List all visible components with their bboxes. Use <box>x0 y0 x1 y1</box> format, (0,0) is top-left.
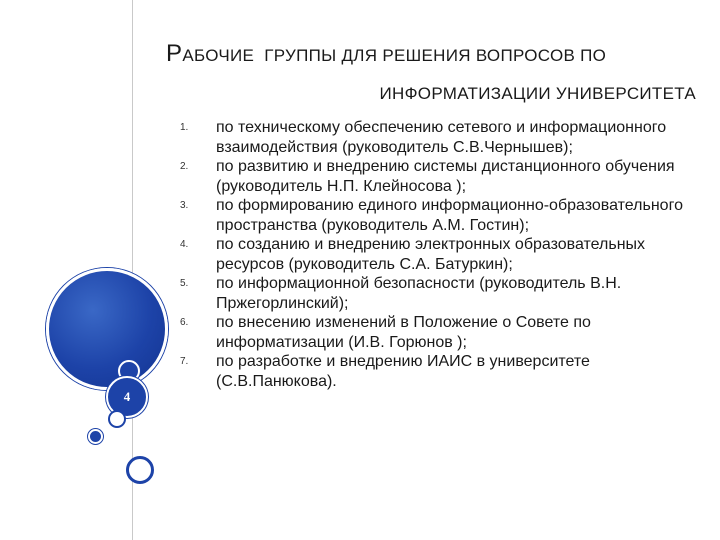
slide-number: 4 <box>123 389 131 404</box>
list-item-number: 4. <box>180 239 189 250</box>
list-item <box>170 235 690 274</box>
list-item-number: 1. <box>180 122 189 133</box>
tiny-blue-circle-decoration <box>88 429 103 444</box>
working-groups-list <box>170 118 690 391</box>
list-item <box>170 352 690 391</box>
list-item-number: 3. <box>180 200 189 211</box>
ring-circle-decoration <box>126 456 154 484</box>
list-item-number: 6. <box>180 317 189 328</box>
list-item-text: по формированию единого информационно-образовательного пространства (руководитель А.М. Гостин); <box>216 197 683 234</box>
list-item-number: 5. <box>180 278 189 289</box>
list-item <box>170 196 690 235</box>
hollow-circle-decoration <box>108 410 126 428</box>
list-item-text: по техническому обеспечению сетевого и информационного взаимодействия (руководитель С.В.Чернышев); <box>216 119 667 156</box>
title-line-1-text: АБОЧИЕ ГРУППЫ ДЛЯ РЕШЕНИЯ ВОПРОСОВ ПО <box>182 46 607 65</box>
list-item-text: по информационной безопасности (руководитель В.Н. Пржегорлинский); <box>216 275 622 312</box>
list-item-number: 7. <box>180 356 189 367</box>
list-item-number: 2. <box>180 161 189 172</box>
title-line-1 <box>166 40 702 70</box>
list-item <box>170 157 690 196</box>
large-blue-circle-decoration <box>46 268 168 390</box>
slide-title <box>166 40 702 108</box>
list-item-text: по развитию и внедрению системы дистанционного обучения (руководитель Н.П. Клейносова ); <box>216 158 675 195</box>
list-item <box>170 313 690 352</box>
title-line-2: ИНФОРМАТИЗАЦИИ УНИВЕРСИТЕТА <box>379 84 696 103</box>
list-item <box>170 274 690 313</box>
list-item-text: по разработке и внедрению ИАИС в университете (С.В.Панюкова). <box>216 353 590 390</box>
list-item-text: по созданию и внедрению электронных образовательных ресурсов (руководитель С.А. Батуркин); <box>216 236 646 273</box>
list-item-text: по внесению изменений в Положение о Совете по информатизации (И.В. Горюнов ); <box>216 314 591 351</box>
title-initial: Р <box>166 40 183 67</box>
list-item <box>170 118 690 157</box>
